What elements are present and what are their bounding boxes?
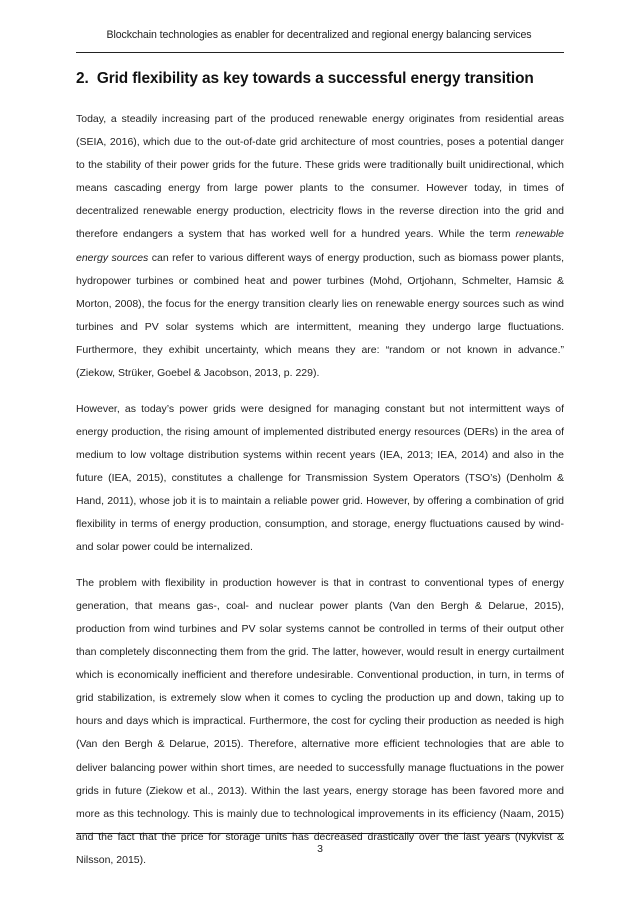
- paragraph-3: The problem with flexibility in production however is that in contrast to conventional types of energy generation, that means gas-, coal- and nuclear power plants (Van den Bergh & Delarue, 2015), production from wind turbines and PV solar systems cannot be controlled in terms of their output other than completely disconnecting them from the grid. The latter, however, would result in energy curtailment which is economically inefficient and therefore undesirable. Conventional production, in turn, in terms of grid stabilization, is extremely slow when it comes to cycling the production up and down, taking up to hours and days which is impractical. Furthermore, the cost for cycling their production as needed is high (Van den Bergh & Delarue, 2015). Therefore, alternative more efficient technologies that are able to deliver balancing power within short times, are needed to successfully manage fluctuations in the power grids in future (Ziekow et al., 2013). Within the last years, energy storage has been favored more and more as this technology. This is mainly due to technological improvements in its efficiency (Naam, 2015) and the fact that the price for storage units has decreased drastically over the last years (Nykvist & Nilsson, 2015).: [76, 576, 564, 866]
- footer-rule: [76, 833, 564, 834]
- body-text: [76, 108, 564, 885]
- paragraph-1-text-end: can refer to various different ways of energy production, such as biomass power plants, hydropower turbines or combined heat and power turbines (Mohd, Ortjohann, Schmelter, Hamsic & Morton, 2008), the focus for the energy transition clearly lies on renewable energy sources such as wind turbines and PV solar systems which are intermittent, meaning they undergo large fluctuations. Furthermore, they exhibit uncertainty, which means they are: “random or not known in advance.” (Ziekow, Strüker, Goebel & Jacobson, 2013, p. 229).: [76, 251, 564, 380]
- page-number: 3: [317, 843, 323, 855]
- section-number: 2.: [76, 70, 89, 87]
- paragraph-1: [76, 108, 564, 385]
- section-title: Grid flexibility as key towards a successful energy transition: [96, 70, 534, 87]
- paragraph-1-text-start: Today, a steadily increasing part of the produced renewable energy originates from residential areas (SEIA, 2016), which due to the out-of-date grid architecture of most countries, poses a potential danger to the stability of their power grids for the future. These grids were traditionally built unidirectional, which means cascading energy from large power plants to the consumer. However today, in times of decentralized renewable energy production, electricity flows in the reverse direction into the grid and therefore endangers a system that has worked well for a hundred years. While the term: [76, 113, 564, 241]
- emphasized-term: renewable energy sources: [76, 228, 564, 264]
- paragraph-2: However, as today’s power grids were designed for managing constant but not intermittent ways of energy production, the rising amount of implemented distributed energy resources (DERs) in the area of medium to low voltage distribution systems within recent years (IEA, 2013; IEA, 2014) and also in the future (IEA, 2015), constitutes a challenge for Transmission System Operators (TSO’s) (Denholm & Hand, 2011), whose job it is to maintain a reliable power grid. However, by offering a combination of grid flexibility in terms of energy production, consumption, and storage, energy fluctuations caused by wind- and solar power could be internalized.: [76, 402, 564, 554]
- running-header: Blockchain technologies as enabler for decentralized and regional energy balancing services: [106, 29, 532, 41]
- section-heading: [76, 70, 564, 88]
- header-rule: [76, 52, 564, 53]
